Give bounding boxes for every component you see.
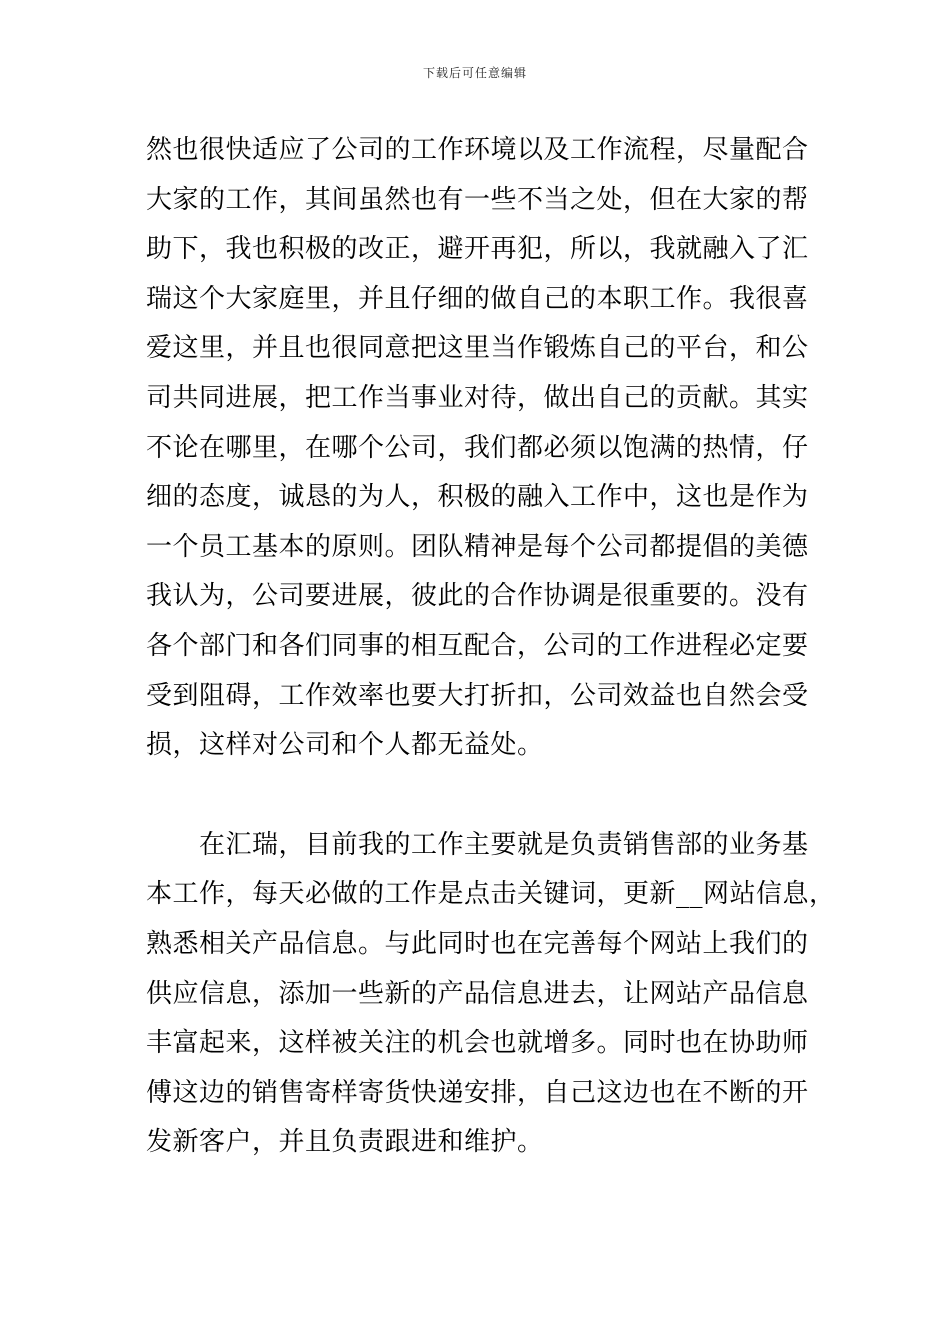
text-line: 发新客户，并且负责跟进和维护。 — [146, 1127, 544, 1158]
text-line: 细的态度，诚恳的为人，积极的融入工作中，这也是作为 — [146, 482, 809, 513]
paragraph-1 — [146, 126, 816, 771]
text-line: 助下，我也积极的改正，避开再犯，所以，我就融入了汇 — [146, 234, 809, 265]
text-line: 大家的工作，其间虽然也有一些不当之处，但在大家的帮 — [146, 184, 809, 215]
body-text — [146, 126, 836, 1168]
text-line: 本工作，每天必做的工作是点击关键词，更新__网站信息， — [146, 879, 836, 910]
text-line: 爱这里，并且也很同意把这里当作锻炼自己的平台，和公 — [146, 333, 809, 364]
text-line: 供应信息，添加一些新的产品信息进去，让网站产品信息 — [146, 978, 809, 1009]
text-line: 受到阻碍，工作效率也要大打折扣，公司效益也自然会受 — [146, 680, 809, 711]
text-line: 瑞这个大家庭里，并且仔细的做自己的本职工作。我很喜 — [146, 283, 809, 314]
text-line: 各个部门和各们同事的相互配合，公司的工作进程必定要 — [146, 630, 809, 661]
paragraph-gap — [146, 771, 816, 821]
text-line: 丰富起来，这样被关注的机会也就增多。同时也在协助师 — [146, 1028, 809, 1059]
paragraph-2 — [146, 821, 836, 1168]
text-line: 傅这边的销售寄样寄货快递安排，自己这边也在不断的开 — [146, 1077, 809, 1108]
text-line: 损，这样对公司和个人都无益处。 — [146, 730, 544, 761]
text-line: 不论在哪里，在哪个公司，我们都必须以饱满的热情，仔 — [146, 432, 809, 463]
text-line: 然也很快适应了公司的工作环境以及工作流程，尽量配合 — [146, 135, 809, 165]
header-note: 下载后可任意编辑 — [422, 66, 527, 80]
text-line: 在汇瑞，目前我的工作主要就是负责销售部的业务基 — [146, 829, 809, 860]
text-line: 一个员工基本的原则。团队精神是每个公司都提倡的美德 — [146, 531, 809, 562]
text-line: 熟悉相关产品信息。与此同时也在完善每个网站上我们的 — [146, 928, 809, 959]
text-line: 司共同进展，把工作当事业对待，做出自己的贡献。其实 — [146, 382, 809, 413]
text-line: 我认为，公司要进展，彼此的合作协调是很重要的。没有 — [146, 581, 809, 612]
